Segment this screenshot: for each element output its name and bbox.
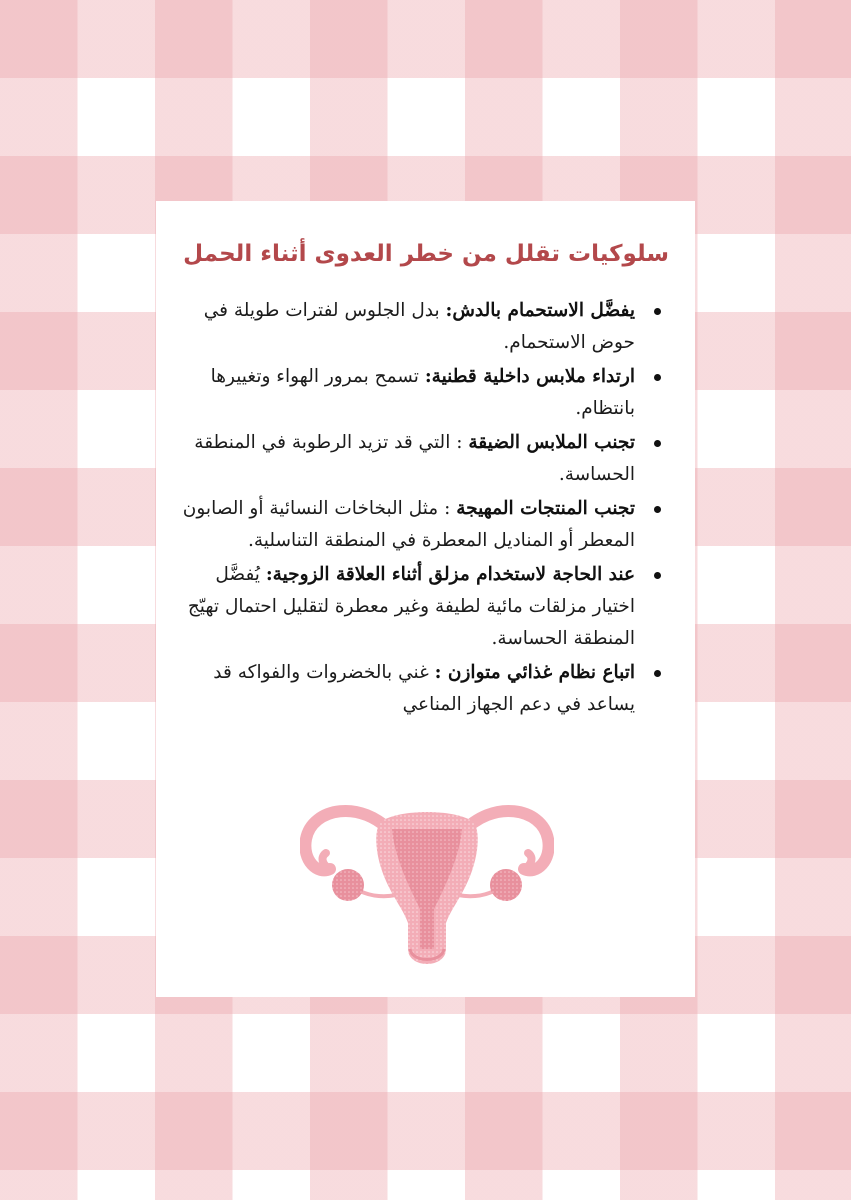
- item-text: تسمح بمرور الهواء وتغييرها بانتظام.: [210, 366, 635, 419]
- tips-list: [178, 295, 669, 721]
- list-item: [178, 657, 669, 721]
- item-heading: تجنب المنتجات المهيجة: [456, 498, 635, 519]
- item-heading: تجنب الملابس الضيقة: [468, 432, 635, 453]
- list-item: [178, 361, 669, 425]
- list-item: [178, 427, 669, 491]
- list-item: [178, 559, 669, 655]
- item-heading: عند الحاجة لاستخدام مزلق أثناء العلاقة الزوجية:: [265, 564, 635, 585]
- item-text: : التي قد تزيد الرطوبة في المنطقة الحساسة.: [194, 432, 635, 485]
- item-text: بدل الجلوس لفترات طويلة في حوض الاستحمام.: [203, 300, 635, 353]
- bullet-icon: [654, 308, 661, 315]
- info-card: [156, 201, 695, 997]
- item-heading: ارتداء ملابس داخلية قطنية:: [424, 366, 635, 387]
- bullet-icon: [654, 440, 661, 447]
- bullet-icon: [654, 572, 661, 579]
- bullet-icon: [654, 670, 661, 677]
- bullet-icon: [654, 374, 661, 381]
- item-text: يُفضَّل اختيار مزلقات مائية لطيفة وغير معطرة لتقليل احتمال تهيّج المنطقة الحساسة.: [187, 564, 635, 649]
- card-title: سلوكيات تقلل من خطر العدوى أثناء الحمل: [183, 241, 669, 267]
- list-item: [178, 295, 669, 359]
- item-heading: اتباع نظام غذائي متوازن :: [434, 662, 635, 683]
- item-text: غني بالخضروات والفواكه قد يساعد في دعم الجهاز المناعي: [213, 662, 635, 715]
- uterus-icon: [300, 799, 554, 979]
- item-text: : مثل البخاخات النسائية أو الصابون المعطر أو المناديل المعطرة في المنطقة التناسلية.: [182, 498, 635, 551]
- list-item: [178, 493, 669, 557]
- item-heading: يفضَّل الاستحمام بالدش:: [445, 300, 635, 321]
- bullet-icon: [654, 506, 661, 513]
